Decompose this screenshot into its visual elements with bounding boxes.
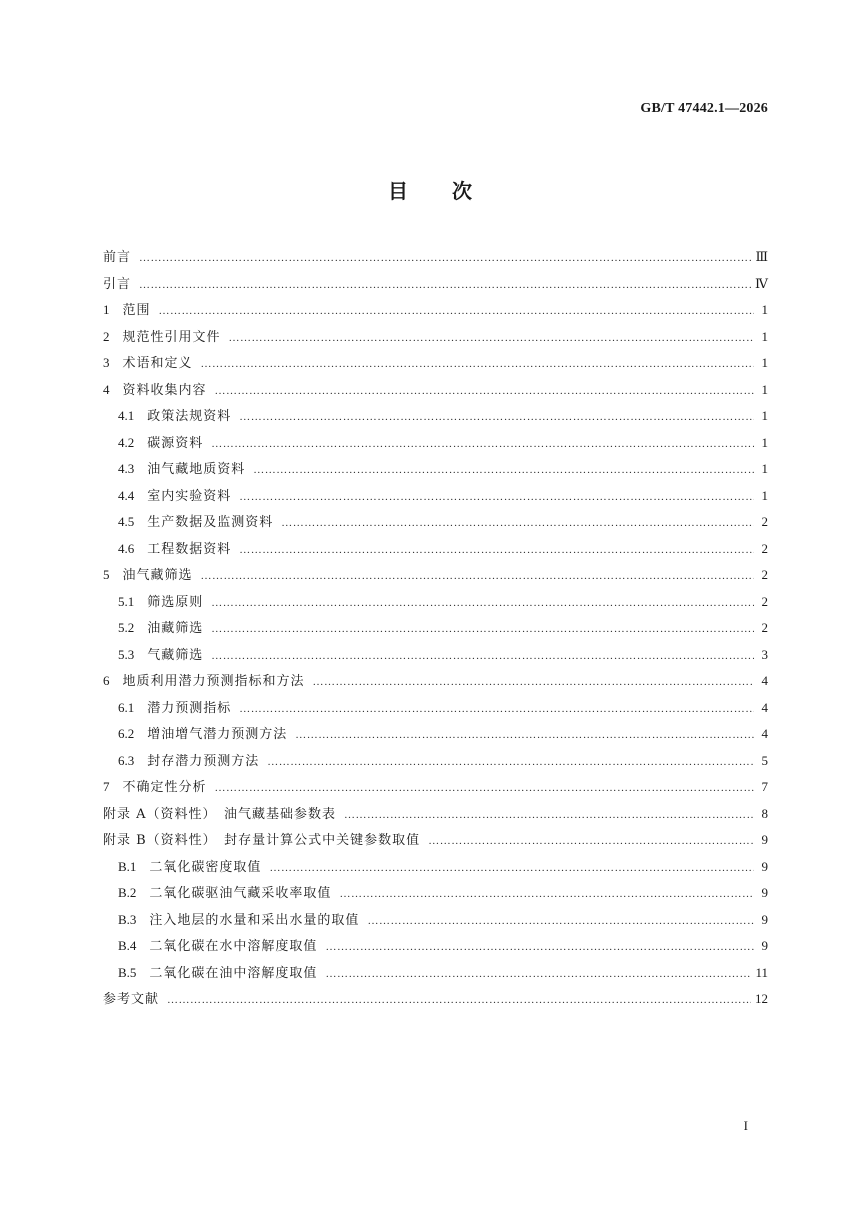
toc-entry[interactable] <box>103 509 768 536</box>
toc-entry-label: 二氧化碳在水中溶解度取值 <box>149 939 318 954</box>
toc-entry-number: B.2 <box>118 885 137 900</box>
table-of-contents <box>103 244 768 1013</box>
toc-entry[interactable] <box>103 854 768 881</box>
toc-entry[interactable] <box>103 695 768 722</box>
toc-entry-number: 5.1 <box>118 593 135 609</box>
toc-entry-number: 6 <box>103 673 110 688</box>
toc-entry-number: 5 <box>103 567 110 582</box>
toc-entry-label: 增油增气潜力预测方法 <box>147 727 288 742</box>
toc-entry-page: 4 <box>761 726 768 741</box>
toc-dot-leader <box>211 431 754 458</box>
toc-dot-leader <box>239 484 754 511</box>
toc-entry[interactable] <box>103 403 768 430</box>
toc-entry[interactable] <box>103 536 768 563</box>
toc-entry-page: 2 <box>761 540 768 556</box>
toc-entry-label: 术语和定义 <box>122 356 193 371</box>
toc-entry-label: 油气藏地质资料 <box>147 462 246 477</box>
toc-entry-number: 6.1 <box>118 699 135 715</box>
toc-entry-label: 油藏筛选 <box>147 621 204 636</box>
toc-entry-label: 注入地层的水量和采出水量的取值 <box>149 912 360 928</box>
toc-dot-leader <box>267 749 754 776</box>
toc-entry-label: 附录 A（资料性） 油气藏基础参数表 <box>103 806 337 822</box>
toc-entry[interactable] <box>103 562 768 589</box>
toc-dot-leader <box>239 537 754 564</box>
toc-entry-page: 9 <box>761 858 768 874</box>
toc-entry-label: 范围 <box>122 303 151 318</box>
toc-entry-number: 5.2 <box>118 620 135 635</box>
toc-entry-page: 2 <box>761 620 768 635</box>
toc-dot-leader <box>211 643 754 670</box>
toc-entry-page: 1 <box>761 302 768 317</box>
toc-entry[interactable] <box>103 907 768 934</box>
toc-dot-leader <box>313 669 754 696</box>
toc-entry[interactable] <box>103 244 768 271</box>
toc-entry[interactable] <box>103 827 768 854</box>
toc-dot-leader <box>159 298 754 325</box>
toc-entry-number: 7 <box>103 779 110 794</box>
toc-entry-number: B.1 <box>118 858 137 874</box>
toc-dot-leader <box>167 987 751 1014</box>
toc-entry-label: 封存潜力预测方法 <box>147 753 260 769</box>
toc-entry-number: 5.3 <box>118 646 135 662</box>
toc-entry-number: B.5 <box>118 964 137 980</box>
toc-dot-leader <box>201 563 754 590</box>
toc-entry-label: 二氧化碳密度取值 <box>149 859 262 875</box>
toc-entry-page: 1 <box>761 408 768 423</box>
toc-entry-label: 筛选原则 <box>147 594 204 610</box>
page-number: I <box>743 1118 748 1133</box>
toc-entry-number: B.3 <box>118 911 137 927</box>
toc-entry[interactable] <box>103 271 768 298</box>
toc-dot-leader <box>428 828 754 855</box>
toc-entry-page: 1 <box>761 487 768 503</box>
toc-entry-label: 参考文献 <box>103 992 160 1007</box>
toc-entry-label: 气藏筛选 <box>147 647 204 663</box>
toc-entry[interactable] <box>103 589 768 616</box>
toc-dot-leader <box>339 881 754 908</box>
toc-dot-leader <box>139 272 751 299</box>
toc-entry[interactable] <box>103 350 768 377</box>
toc-entry[interactable] <box>103 430 768 457</box>
toc-entry-label: 潜力预测指标 <box>147 700 232 716</box>
toc-entry-number: 1 <box>103 302 110 317</box>
toc-entry-label: 地质利用潜力预测指标和方法 <box>122 674 305 689</box>
toc-entry-page: 7 <box>761 779 768 794</box>
toc-entry-label: 二氧化碳在油中溶解度取值 <box>149 965 318 981</box>
toc-entry[interactable] <box>103 456 768 483</box>
toc-entry-number: 4.2 <box>118 434 135 450</box>
toc-entry-number: 4.1 <box>118 408 135 423</box>
toc-entry-page: Ⅳ <box>755 275 768 291</box>
toc-dot-leader <box>229 325 754 352</box>
toc-dot-leader <box>253 457 754 484</box>
toc-entry[interactable] <box>103 615 768 642</box>
toc-entry-number: 3 <box>103 355 110 370</box>
toc-entry-page: 4 <box>761 699 768 715</box>
toc-entry[interactable] <box>103 933 768 960</box>
toc-entry-page: 2 <box>761 567 768 582</box>
toc-entry-page: 2 <box>761 593 768 609</box>
toc-entry[interactable] <box>103 986 768 1013</box>
toc-entry-number: 6.3 <box>118 752 135 768</box>
toc-entry-label: 生产数据及监测资料 <box>147 515 274 530</box>
toc-entry-page: 3 <box>761 646 768 662</box>
toc-entry-label: 政策法规资料 <box>147 409 232 424</box>
toc-entry-page: 1 <box>761 328 768 344</box>
toc-entry[interactable] <box>103 801 768 828</box>
toc-entry-number: 4.4 <box>118 487 135 503</box>
toc-dot-leader <box>325 934 754 961</box>
toc-entry-label: 碳源资料 <box>147 435 204 451</box>
toc-entry-page: Ⅲ <box>755 249 768 264</box>
toc-entry-page: 9 <box>761 885 768 900</box>
toc-dot-leader <box>215 378 754 405</box>
toc-entry-label: 室内实验资料 <box>147 488 232 504</box>
toc-entry-label: 油气藏筛选 <box>122 568 193 583</box>
toc-entry[interactable] <box>103 483 768 510</box>
toc-dot-leader <box>325 961 751 988</box>
toc-entry[interactable] <box>103 377 768 404</box>
toc-entry-label: 资料收集内容 <box>122 382 207 398</box>
toc-entry-page: 1 <box>761 434 768 450</box>
toc-entry-label: 前言 <box>103 250 132 265</box>
toc-dot-leader <box>211 590 754 617</box>
toc-dot-leader <box>139 245 751 272</box>
toc-entry-number: 4.3 <box>118 461 135 476</box>
toc-dot-leader <box>367 908 754 935</box>
toc-entry-page: 9 <box>761 911 768 927</box>
toc-entry-number: B.4 <box>118 938 137 953</box>
document-code: GB/T 47442.1—2026 <box>640 101 768 116</box>
toc-entry-page: 12 <box>755 991 768 1006</box>
page-title: 目次 <box>388 179 516 203</box>
toc-entry[interactable] <box>103 721 768 748</box>
toc-entry[interactable] <box>103 297 768 324</box>
toc-entry-page: 1 <box>761 381 768 397</box>
toc-entry-page: 1 <box>761 355 768 370</box>
toc-entry-label: 不确定性分析 <box>122 780 207 795</box>
toc-dot-leader <box>201 351 754 378</box>
toc-dot-leader <box>269 855 754 882</box>
toc-entry[interactable] <box>103 668 768 695</box>
toc-dot-leader <box>239 696 754 723</box>
toc-entry[interactable] <box>103 774 768 801</box>
toc-entry-page: 4 <box>761 673 768 688</box>
toc-entry[interactable] <box>103 642 768 669</box>
toc-entry-label: 工程数据资料 <box>147 541 232 557</box>
toc-entry-page: 9 <box>761 832 768 847</box>
toc-entry-number: 4.5 <box>118 514 135 529</box>
toc-entry-page: 11 <box>755 964 768 980</box>
toc-dot-leader <box>295 722 754 749</box>
toc-entry-label: 引言 <box>103 276 132 292</box>
toc-entry-page: 5 <box>761 752 768 768</box>
toc-entry-number: 4 <box>103 381 110 397</box>
toc-entry-label: 附录 B（资料性） 封存量计算公式中关键参数取值 <box>103 833 421 848</box>
toc-dot-leader <box>344 802 754 829</box>
toc-entry-label: 规范性引用文件 <box>122 329 221 345</box>
toc-entry-page: 2 <box>761 514 768 529</box>
toc-entry-page: 8 <box>761 805 768 821</box>
toc-entry[interactable] <box>103 960 768 987</box>
toc-entry-page: 1 <box>761 461 768 476</box>
toc-entry[interactable] <box>103 324 768 351</box>
toc-entry[interactable] <box>103 880 768 907</box>
toc-entry[interactable] <box>103 748 768 775</box>
toc-entry-page: 9 <box>761 938 768 953</box>
toc-dot-leader <box>211 616 754 643</box>
toc-entry-label: 二氧化碳驱油气藏采收率取值 <box>149 886 332 901</box>
toc-dot-leader <box>281 510 754 537</box>
toc-entry-number: 4.6 <box>118 540 135 556</box>
toc-entry-number: 6.2 <box>118 726 135 741</box>
toc-dot-leader <box>239 404 754 431</box>
toc-entry-number: 2 <box>103 328 110 344</box>
toc-dot-leader <box>215 775 754 802</box>
